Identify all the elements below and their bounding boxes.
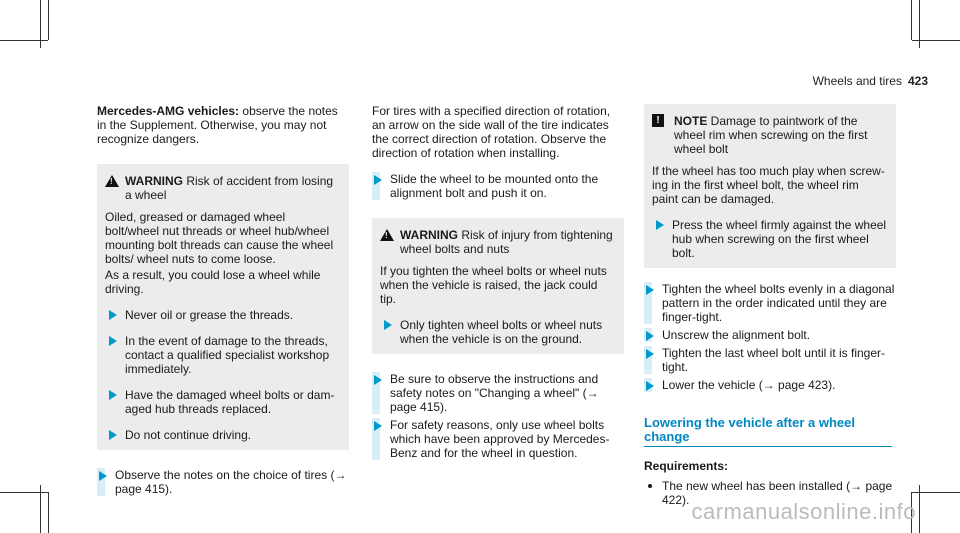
step-arrow-icon [109,430,117,440]
warning-box-injury [372,218,624,354]
crop-mark [48,492,49,533]
step-bar [372,372,380,414]
step-text: Be sure to observe the instructions and safety notes on "Changing a wheel" (→ page 415). [390,372,599,414]
crop-mark [40,0,41,48]
step-text: Tighten the last wheel bolt until it is finger-tight. [662,346,886,374]
column-2 [372,104,624,460]
instruction-step [97,468,349,496]
step-bar [644,328,652,342]
crop-mark [40,485,41,533]
note-title [652,114,888,156]
instruction-step [644,328,896,342]
step-arrow-icon [374,375,382,385]
crop-mark [911,0,912,40]
warning-triangle-icon [105,175,119,187]
crop-mark [919,485,920,533]
warning-title-text: Risk of injury from tightening wheel bolts and nuts [400,228,613,256]
section-heading: Lowering the vehicle after a wheel change [644,416,892,447]
page-header [813,74,928,88]
note-box-paintwork [644,104,896,268]
warning-step [105,334,341,376]
step-arrow-icon [646,381,654,391]
step-text: In the event of damage to the threads, contact a qualified specialist workshop immediately. [125,334,330,376]
note-exclamation-icon: ! [652,114,664,127]
warning-title [105,174,341,202]
step-text: Unscrew the alignment bolt. [662,328,811,342]
requirements-label: Requirements: [644,459,729,473]
step-text: Have the damaged wheel bolts or damaged hub threads replaced. [125,388,335,416]
step-bar [372,172,380,200]
watermark: carmanualsonline.info [691,499,916,524]
warning-label: WARNING [125,174,183,188]
warning-step [380,318,616,346]
instruction-step [644,282,896,324]
step-arrow-icon [656,220,664,230]
step-text: Press the wheel firmly against the wheel hub when screwing on the first wheel bolt. [672,218,887,260]
crop-mark [48,0,49,40]
step-text: Tighten the wheel bolts evenly in a diagonal pattern in the order indicated until they are finger-tight. [662,282,895,324]
rotation-intro: For tires with a specified direction of rotation, an arrow on the side wall of the tire indicates the correct direction of rotation. Observe the direction of rotation when installing. [372,104,611,160]
column-1 [97,104,349,496]
step-text: Slide the wheel to be mounted onto the alignment bolt and push it on. [390,172,599,200]
instruction-step [372,172,624,200]
step-bar [644,282,652,324]
note-label: NOTE [674,114,708,128]
step-arrow-icon [646,349,654,359]
step-arrow-icon [109,390,117,400]
step-arrow-icon [109,336,117,346]
warning-label: WARNING [400,228,458,242]
step-arrow-icon [384,320,392,330]
requirement-text: The new wheel has been installed (→ page 422). [662,479,893,507]
step-bar [644,378,652,392]
step-arrow-icon [109,310,117,320]
warning-body: If you tighten the wheel bolts or wheel nuts when the vehicle is raised, the jack could tip. [380,264,607,306]
warning-title-text: Risk of accident from losing a wheel [125,174,334,202]
step-text: Only tighten wheel bolts or wheel nuts when the vehicle is on the ground. [400,318,603,346]
step-arrow-icon [374,421,382,431]
page-number: 423 [907,74,928,88]
note-title-text: Damage to paintwork of the wheel rim when screwing on the first wheel bolt [674,114,868,156]
step-bar [97,468,105,496]
warning-step [105,428,341,442]
amg-intro [97,104,349,146]
step-bar [372,418,380,460]
amg-intro-text: observe the notes in the Supplement. Otherwise, you may not recognize dangers. [97,104,338,146]
warning-triangle-icon [380,229,394,241]
crop-mark [919,0,920,48]
warning-body: As a result, you could lose a wheel while driving. [105,268,321,296]
step-text: Lower the vehicle (→ page 423). [662,378,836,392]
step-text: Do not continue driving. [125,428,252,442]
warning-body: Oiled, greased or damaged wheel bolt/wheel nut threads or wheel hub/wheel mounting bolt threads can cause the wheel bolts/ wheel nuts to come loose. [105,210,334,266]
amg-intro-label: Mercedes-AMG vehicles: [97,104,240,118]
warning-title [380,228,616,256]
warning-step [105,308,341,322]
step-arrow-icon [646,285,654,295]
note-body: If the wheel has too much play when screwing in the first wheel bolt, the wheel rim paint can be damaged. [652,164,885,206]
bullet-dot-icon [648,484,652,488]
step-arrow-icon [99,471,107,481]
warning-step [105,388,341,416]
step-text: For safety reasons, only use wheel bolts which have been approved by Mercedes-Benz and for the wheel in question. [390,418,610,460]
instruction-step [372,372,624,414]
step-arrow-icon [646,331,654,341]
step-bar [644,346,652,374]
note-step [652,218,888,260]
step-text: Never oil or grease the threads. [125,308,294,322]
header-title: Wheels and tires [812,74,902,88]
column-3 [644,104,896,507]
instruction-step [644,346,896,374]
step-arrow-icon [374,175,382,185]
warning-box-accident [97,164,349,450]
step-text: Observe the notes on the choice of tires (→ page 415). [115,468,347,496]
instruction-step [372,418,624,460]
instruction-step [644,378,896,392]
